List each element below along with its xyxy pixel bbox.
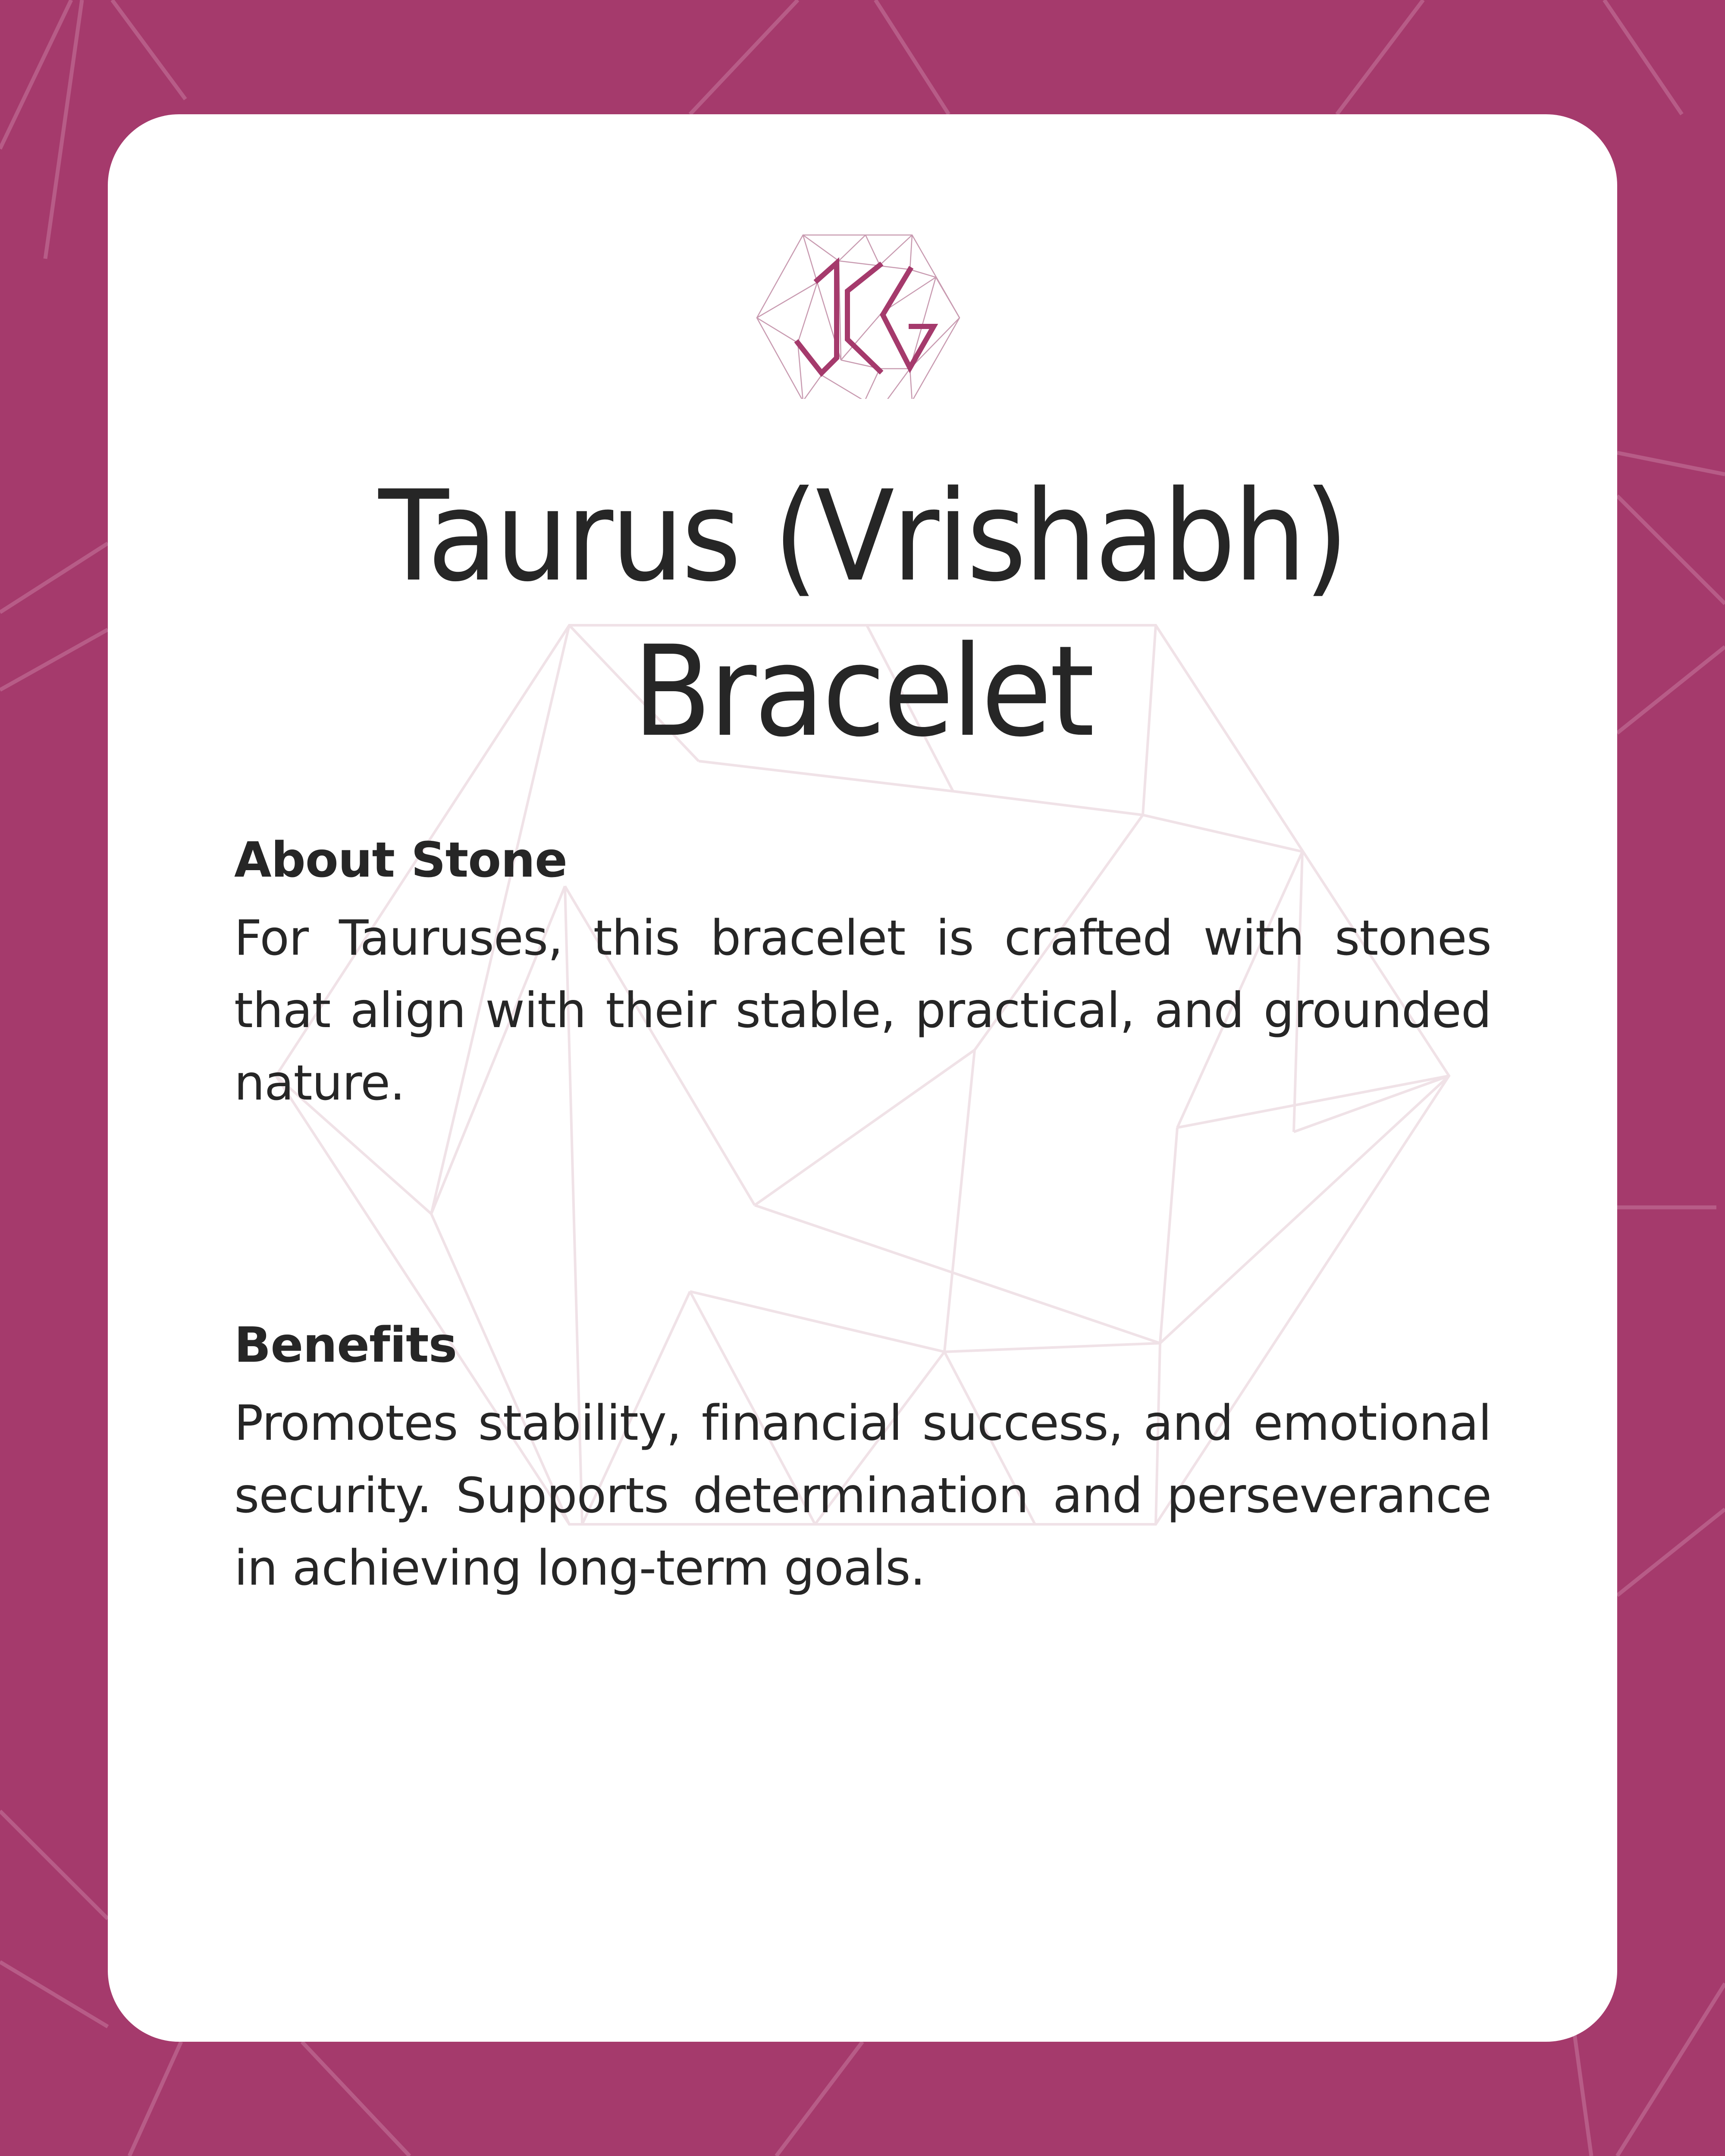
gem-hexagon-icon <box>757 235 960 399</box>
benefits-text: Promotes stability, financial success, and emotional security. Supports determination and perseverance in achieving long-term goals. <box>234 1395 1491 1596</box>
content-card <box>108 114 1617 2042</box>
jcg-logo <box>753 218 972 399</box>
page-title <box>168 459 1557 770</box>
title-line-1: Taurus (Vrishabh) <box>378 464 1347 609</box>
about-stone-section <box>234 832 1491 1119</box>
benefits-heading: Benefits <box>234 1317 457 1373</box>
benefits-section <box>234 1317 1491 1604</box>
about-stone-text: For Tauruses, this bracelet is crafted with stones that align with their stable, practical, and grounded nature. <box>234 910 1491 1111</box>
about-stone-heading: About Stone <box>234 832 567 888</box>
title-line-2: Bracelet <box>633 619 1092 765</box>
